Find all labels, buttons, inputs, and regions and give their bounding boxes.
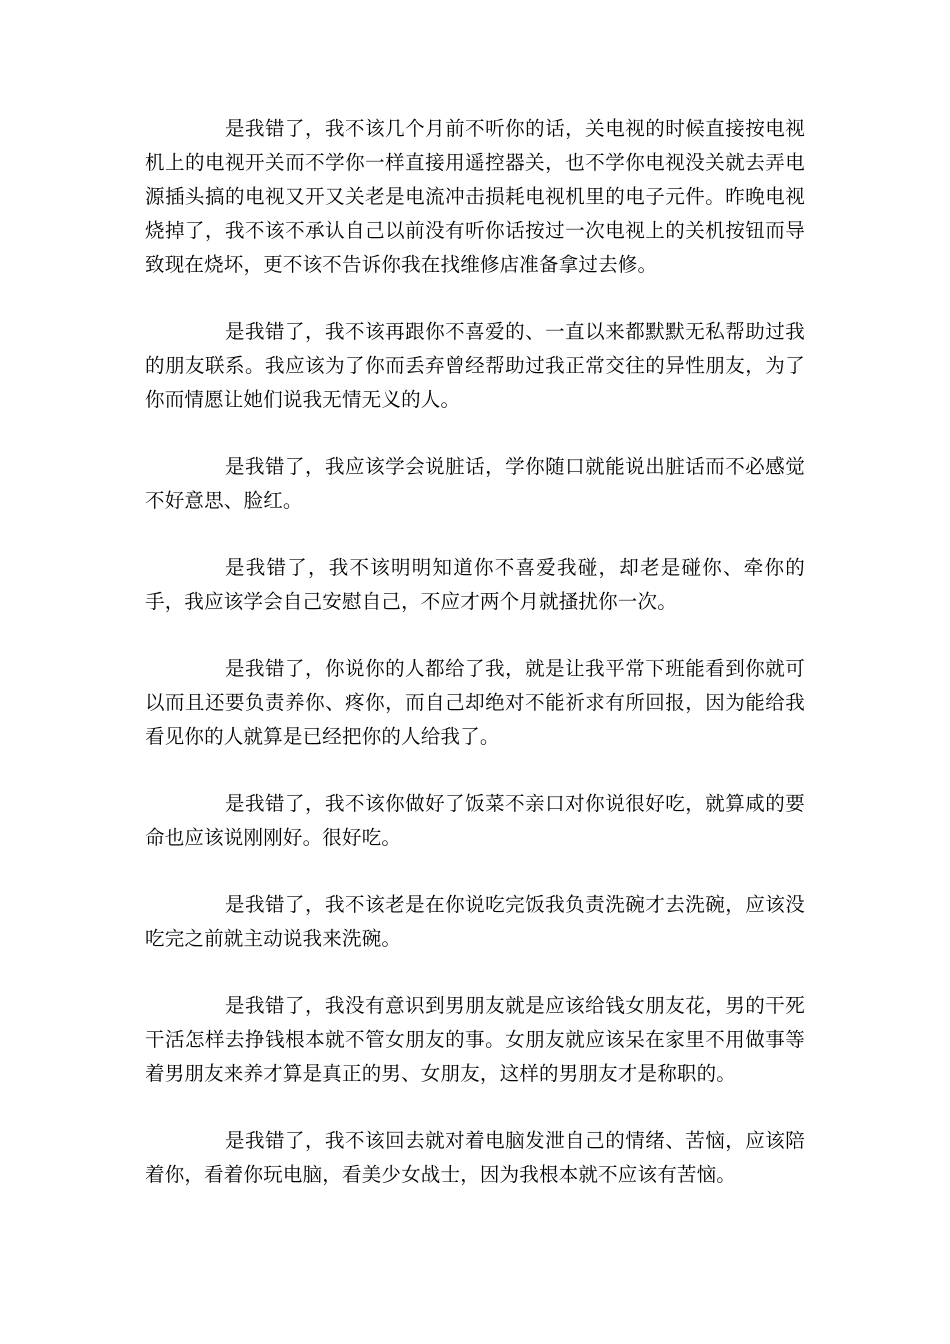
- paragraph-4: 是我错了，我不该明明知道你不喜爱我碰，却老是碰你、牵你的手，我应该学会自己安慰自己，不应才两个月就搔扰你一次。: [145, 556, 805, 613]
- paragraph-1: 是我错了，我不该几个月前不听你的话，关电视的时候直接按电视机上的电视开关而不学你一样直接用遥控器关，也不学你电视没关就去弄电源插头搞的电视又开又关老是电流冲击损耗电视机里的电子元件。昨晚电视烧掉了，我不该不承认自己以前没有听你话按过一次电视上的关机按钮而导致现在烧坏，更不该不告诉你我在找维修店准备拿过去修。: [145, 117, 805, 276]
- paragraph-2: 是我错了，我不该再跟你不喜爱的、一直以来都默默无私帮助过我的朋友联系。我应该为了你而丢弃曾经帮助过我正常交往的异性朋友，为了你而情愿让她们说我无情无义的人。: [145, 320, 805, 411]
- document-body: [145, 112, 805, 1225]
- paragraph-6: 是我错了，我不该你做好了饭菜不亲口对你说很好吃，就算咸的要命也应该说刚刚好。很好吃。: [145, 792, 805, 849]
- paragraph-3: 是我错了，我应该学会说脏话，学你随口就能说出脏话而不必感觉不好意思、脸红。: [145, 455, 805, 512]
- paragraph-7: 是我错了，我不该老是在你说吃完饭我负责洗碗才去洗碗，应该没吃完之前就主动说我来洗碗。: [145, 893, 805, 950]
- paragraph-5: 是我错了，你说你的人都给了我，就是让我平常下班能看到你就可以而且还要负责养你、疼你，而自己却绝对不能祈求有所回报，因为能给我看见你的人就算是已经把你的人给我了。: [145, 657, 805, 748]
- paragraph-9: 是我错了，我不该回去就对着电脑发泄自己的情绪、苦恼，应该陪着你，看着你玩电脑，看美少女战士，因为我根本就不应该有苦恼。: [145, 1129, 805, 1186]
- paragraph-8: 是我错了，我没有意识到男朋友就是应该给钱女朋友花，男的干死干活怎样去挣钱根本就不管女朋友的事。女朋友就应该呆在家里不用做事等着男朋友来养才算是真正的男、女朋友，这样的男朋友才是称职的。: [145, 994, 805, 1085]
